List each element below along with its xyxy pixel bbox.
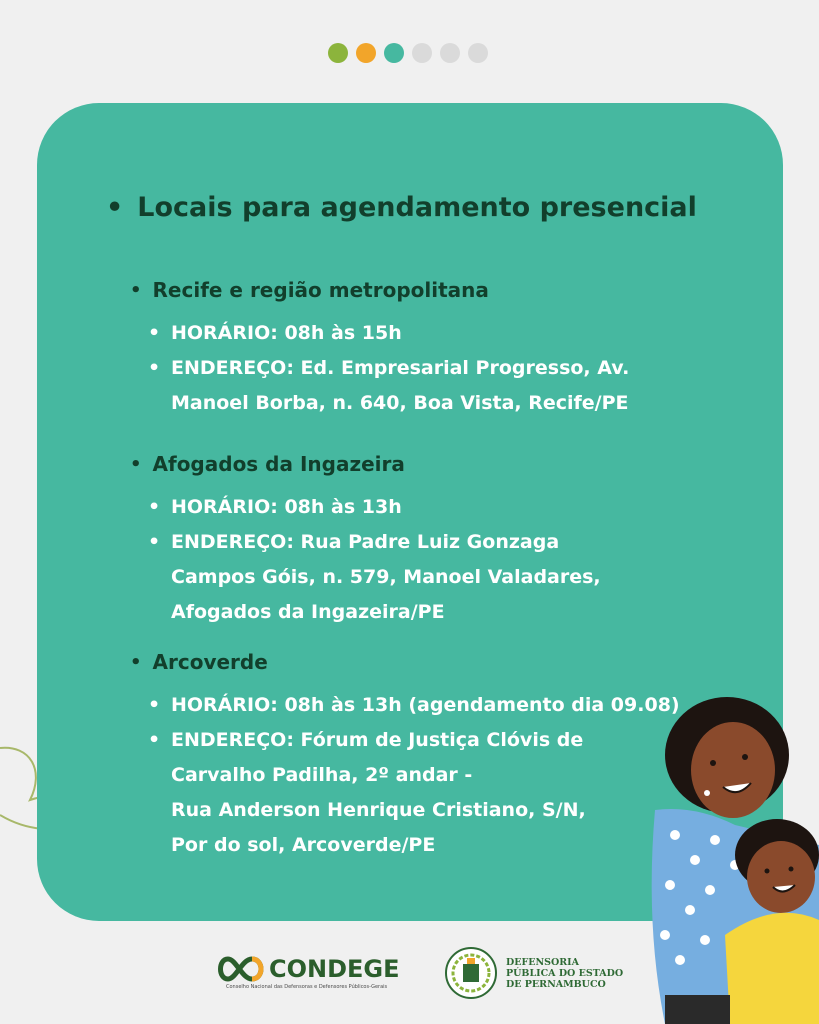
carousel-dot-3[interactable] xyxy=(384,43,404,63)
carousel-dots xyxy=(328,43,488,63)
heading-bullet: • xyxy=(106,192,124,223)
list-item: • HORÁRIO: 08h às 15h xyxy=(148,322,402,344)
section-title: • Afogados da Ingazeira xyxy=(130,452,405,476)
item-list xyxy=(130,688,680,863)
condege-subtitle: Conselho Nacional das Defensoras e Defensores Públicos-Gerais xyxy=(226,984,388,990)
defensoria-name: DEFENSORIA PÚBLICA DO ESTADO DE PERNAMBUCO xyxy=(506,956,624,990)
mother-child-illustration xyxy=(635,695,819,1024)
defensoria-seal-icon xyxy=(444,946,498,1000)
condege-logo xyxy=(216,955,400,983)
carousel-dot-4[interactable] xyxy=(412,43,432,63)
section-afogados xyxy=(130,452,601,630)
carousel-dot-5[interactable] xyxy=(440,43,460,63)
condege-name: CONDEGE xyxy=(269,955,400,983)
page-heading xyxy=(106,192,697,223)
infinity-icon xyxy=(216,955,266,983)
carousel-dot-6[interactable] xyxy=(468,43,488,63)
list-item: • ENDEREÇO: Ed. Empresarial Progresso, Av. Manoel Borba, n. 640, Boa Vista, Recife/PE xyxy=(148,357,630,414)
item-list xyxy=(130,490,601,630)
item-list xyxy=(130,316,629,421)
carousel-dot-2[interactable] xyxy=(356,43,376,63)
list-item: • ENDEREÇO: Fórum de Justiça Clóvis de Carvalho Padilha, 2º andar - Rua Anderson Henrique Cristiano, S/N, Por do sol, Arcoverde/PE xyxy=(148,729,586,856)
section-title: • Recife e região metropolitana xyxy=(130,278,489,302)
carousel-dot-1[interactable] xyxy=(328,43,348,63)
list-item: • HORÁRIO: 08h às 13h xyxy=(148,496,402,518)
list-item: • ENDEREÇO: Rua Padre Luiz Gonzaga Campos Góis, n. 579, Manoel Valadares, Afogados da Ingazeira/PE xyxy=(148,531,601,623)
section-recife xyxy=(130,278,629,421)
defensoria-logo xyxy=(444,946,623,1000)
section-title: • Arcoverde xyxy=(130,650,268,674)
section-arcoverde xyxy=(130,650,680,863)
list-item: • HORÁRIO: 08h às 13h (agendamento dia 09.08) xyxy=(148,694,680,716)
heading-text: Locais para agendamento presencial xyxy=(137,192,697,223)
